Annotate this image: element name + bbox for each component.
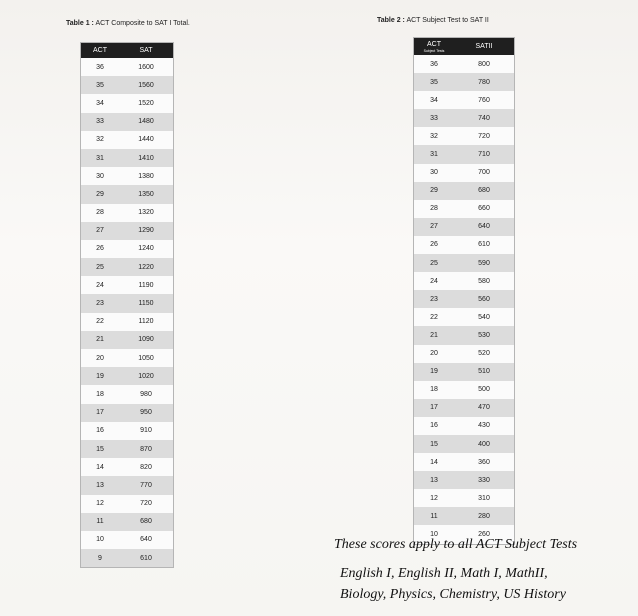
table-row	[414, 164, 515, 182]
act-score-cell: 24	[414, 272, 455, 290]
act-score-cell: 19	[81, 367, 120, 385]
header-act-sublabel: Subject Tests	[423, 48, 445, 53]
act-score-cell: 33	[414, 109, 455, 127]
header-sat2: SATII	[454, 38, 515, 56]
header-act: ACT	[81, 43, 120, 59]
sat-score-cell: 770	[119, 476, 174, 494]
table-row	[414, 55, 515, 73]
act-score-cell: 15	[81, 440, 120, 458]
sat-score-cell: 1290	[119, 222, 174, 240]
sat-score-cell: 330	[454, 471, 515, 489]
sat-score-cell: 740	[454, 109, 515, 127]
subject-list-line2: Biology, Physics, Chemistry, US History	[340, 587, 566, 602]
table-row	[81, 331, 174, 349]
subject-list	[340, 563, 630, 605]
act-score-cell: 26	[81, 240, 120, 258]
table-row	[81, 167, 174, 185]
sat-score-cell: 520	[454, 345, 515, 363]
act-score-cell: 11	[81, 513, 120, 531]
table-row	[414, 489, 515, 507]
act-subject-to-sat2-table	[413, 37, 515, 545]
act-score-cell: 24	[81, 276, 120, 294]
sat-score-cell: 310	[454, 489, 515, 507]
table-row	[81, 185, 174, 203]
act-score-cell: 36	[81, 58, 120, 76]
table-row	[81, 276, 174, 294]
sat-score-cell: 780	[454, 73, 515, 91]
sat-score-cell: 700	[454, 164, 515, 182]
sat-score-cell: 720	[454, 127, 515, 145]
sat-score-cell: 1410	[119, 149, 174, 167]
act-score-cell: 20	[81, 349, 120, 367]
sat-score-cell: 1090	[119, 331, 174, 349]
sat-score-cell: 1050	[119, 349, 174, 367]
table-row	[81, 240, 174, 258]
sat-score-cell: 540	[454, 308, 515, 326]
act-score-cell: 33	[81, 113, 120, 131]
sat-score-cell: 280	[454, 507, 515, 525]
table-row	[81, 458, 174, 476]
act-score-cell: 28	[414, 200, 455, 218]
table2-caption	[377, 17, 489, 24]
act-score-cell: 17	[81, 404, 120, 422]
sat-score-cell: 680	[119, 513, 174, 531]
table-row	[81, 131, 174, 149]
table2-caption-text: ACT Subject Test to SAT II	[404, 17, 489, 24]
sat-score-cell: 1120	[119, 313, 174, 331]
table1-caption-label: Table 1 :	[66, 20, 94, 27]
act-composite-to-sat-table	[80, 42, 174, 568]
table-row	[81, 149, 174, 167]
table-row	[81, 531, 174, 549]
sat-score-cell: 560	[454, 290, 515, 308]
sat-score-cell: 260	[454, 525, 515, 544]
sat-score-cell: 950	[119, 404, 174, 422]
sat-score-cell: 470	[454, 399, 515, 417]
act-score-cell: 27	[414, 218, 455, 236]
act-score-cell: 32	[414, 127, 455, 145]
sat-score-cell: 510	[454, 363, 515, 381]
sat-score-cell: 360	[454, 453, 515, 471]
sat-score-cell: 530	[454, 326, 515, 344]
table-row	[81, 476, 174, 494]
sat-score-cell: 1190	[119, 276, 174, 294]
sat-score-cell: 870	[119, 440, 174, 458]
act-score-cell: 29	[81, 185, 120, 203]
act-score-cell: 19	[414, 363, 455, 381]
table-row	[414, 471, 515, 489]
act-score-cell: 18	[414, 381, 455, 399]
sat-score-cell: 760	[454, 91, 515, 109]
act-score-cell: 13	[414, 471, 455, 489]
table-row	[81, 222, 174, 240]
sat-score-cell: 1560	[119, 76, 174, 94]
act-score-cell: 32	[81, 131, 120, 149]
act-score-cell: 21	[414, 326, 455, 344]
table-row	[81, 404, 174, 422]
table-row	[414, 145, 515, 163]
act-score-cell: 35	[81, 76, 120, 94]
act-score-cell: 22	[414, 308, 455, 326]
table-row	[81, 440, 174, 458]
act-score-cell: 13	[81, 476, 120, 494]
sat-score-cell: 400	[454, 435, 515, 453]
sat-score-cell: 1380	[119, 167, 174, 185]
table-row	[414, 272, 515, 290]
act-score-cell: 30	[81, 167, 120, 185]
table-row	[81, 349, 174, 367]
act-score-cell: 30	[414, 164, 455, 182]
sat-score-cell: 710	[454, 145, 515, 163]
sat-score-cell: 680	[454, 182, 515, 200]
header-act-subject	[414, 38, 455, 56]
sat-score-cell: 980	[119, 385, 174, 403]
sat-score-cell: 430	[454, 417, 515, 435]
act-score-cell: 35	[414, 73, 455, 91]
act-score-cell: 14	[414, 453, 455, 471]
table-row	[81, 549, 174, 568]
table-row	[414, 218, 515, 236]
table-row	[414, 507, 515, 525]
table2-caption-label: Table 2 :	[377, 17, 405, 24]
act-score-cell: 28	[81, 204, 120, 222]
table-row	[414, 91, 515, 109]
table-row	[414, 73, 515, 91]
sat-score-cell: 800	[454, 55, 515, 73]
act-score-cell: 16	[81, 422, 120, 440]
scores-note: These scores apply to all ACT Subject Tests	[334, 537, 578, 552]
table-header-row	[81, 43, 174, 59]
act-score-cell: 17	[414, 399, 455, 417]
act-score-cell: 11	[414, 507, 455, 525]
header-sat: SAT	[119, 43, 174, 59]
act-score-cell: 15	[414, 435, 455, 453]
sat-score-cell: 640	[119, 531, 174, 549]
table-row	[81, 58, 174, 76]
table-row	[81, 258, 174, 276]
table-row	[414, 345, 515, 363]
table-row	[81, 76, 174, 94]
table-row	[414, 453, 515, 471]
act-score-cell: 23	[414, 290, 455, 308]
sat-score-cell: 720	[119, 495, 174, 513]
table-row	[414, 435, 515, 453]
table1-body	[81, 58, 174, 568]
sat-score-cell: 610	[454, 236, 515, 254]
act-score-cell: 34	[414, 91, 455, 109]
table-row	[414, 399, 515, 417]
table-row	[414, 127, 515, 145]
sat-score-cell: 820	[119, 458, 174, 476]
sat-score-cell: 660	[454, 200, 515, 218]
table-row	[414, 254, 515, 272]
sat-score-cell: 640	[454, 218, 515, 236]
act-score-cell: 20	[414, 345, 455, 363]
act-score-cell: 18	[81, 385, 120, 403]
sat-score-cell: 610	[119, 549, 174, 568]
sat-score-cell: 1240	[119, 240, 174, 258]
sat-score-cell: 500	[454, 381, 515, 399]
act-score-cell: 12	[81, 495, 120, 513]
sat-score-cell: 1350	[119, 185, 174, 203]
act-score-cell: 25	[414, 254, 455, 272]
act-score-cell: 23	[81, 294, 120, 312]
table-row	[81, 94, 174, 112]
table2-body	[414, 55, 515, 544]
sat-score-cell: 580	[454, 272, 515, 290]
act-score-cell: 26	[414, 236, 455, 254]
act-score-cell: 22	[81, 313, 120, 331]
table-row	[414, 363, 515, 381]
table-row	[414, 182, 515, 200]
act-score-cell: 25	[81, 258, 120, 276]
act-score-cell: 21	[81, 331, 120, 349]
sat-score-cell: 1220	[119, 258, 174, 276]
act-score-cell: 36	[414, 55, 455, 73]
act-score-cell: 14	[81, 458, 120, 476]
table-row	[81, 513, 174, 531]
act-score-cell: 31	[81, 149, 120, 167]
table-header-row	[414, 38, 515, 56]
table-row	[414, 381, 515, 399]
table-row	[81, 367, 174, 385]
act-score-cell: 9	[81, 549, 120, 568]
table-row	[414, 308, 515, 326]
act-score-cell: 10	[414, 525, 455, 544]
table-row	[414, 236, 515, 254]
act-score-cell: 27	[81, 222, 120, 240]
act-score-cell: 29	[414, 182, 455, 200]
sat-score-cell: 1440	[119, 131, 174, 149]
act-score-cell: 16	[414, 417, 455, 435]
table-row	[414, 200, 515, 218]
table1-caption	[66, 20, 190, 27]
sat-score-cell: 1520	[119, 94, 174, 112]
table-row	[414, 290, 515, 308]
table-row	[81, 113, 174, 131]
table-row	[81, 204, 174, 222]
act-score-cell: 12	[414, 489, 455, 507]
act-score-cell: 10	[81, 531, 120, 549]
table-row	[81, 294, 174, 312]
table-row	[81, 422, 174, 440]
sat-score-cell: 1320	[119, 204, 174, 222]
sat-score-cell: 1600	[119, 58, 174, 76]
sat-score-cell: 1150	[119, 294, 174, 312]
sat-score-cell: 910	[119, 422, 174, 440]
act-score-cell: 31	[414, 145, 455, 163]
table-row	[81, 313, 174, 331]
table-row	[81, 385, 174, 403]
table1-caption-text: ACT Composite to SAT I Total.	[93, 20, 190, 27]
table-row	[414, 109, 515, 127]
table-row	[414, 326, 515, 344]
table-row	[81, 495, 174, 513]
sat-score-cell: 590	[454, 254, 515, 272]
sat-score-cell: 1020	[119, 367, 174, 385]
subject-list-line1: English I, English II, Math I, MathII,	[340, 566, 548, 581]
act-score-cell: 34	[81, 94, 120, 112]
header-act-label: ACT	[427, 40, 441, 48]
table-row	[414, 417, 515, 435]
sat-score-cell: 1480	[119, 113, 174, 131]
